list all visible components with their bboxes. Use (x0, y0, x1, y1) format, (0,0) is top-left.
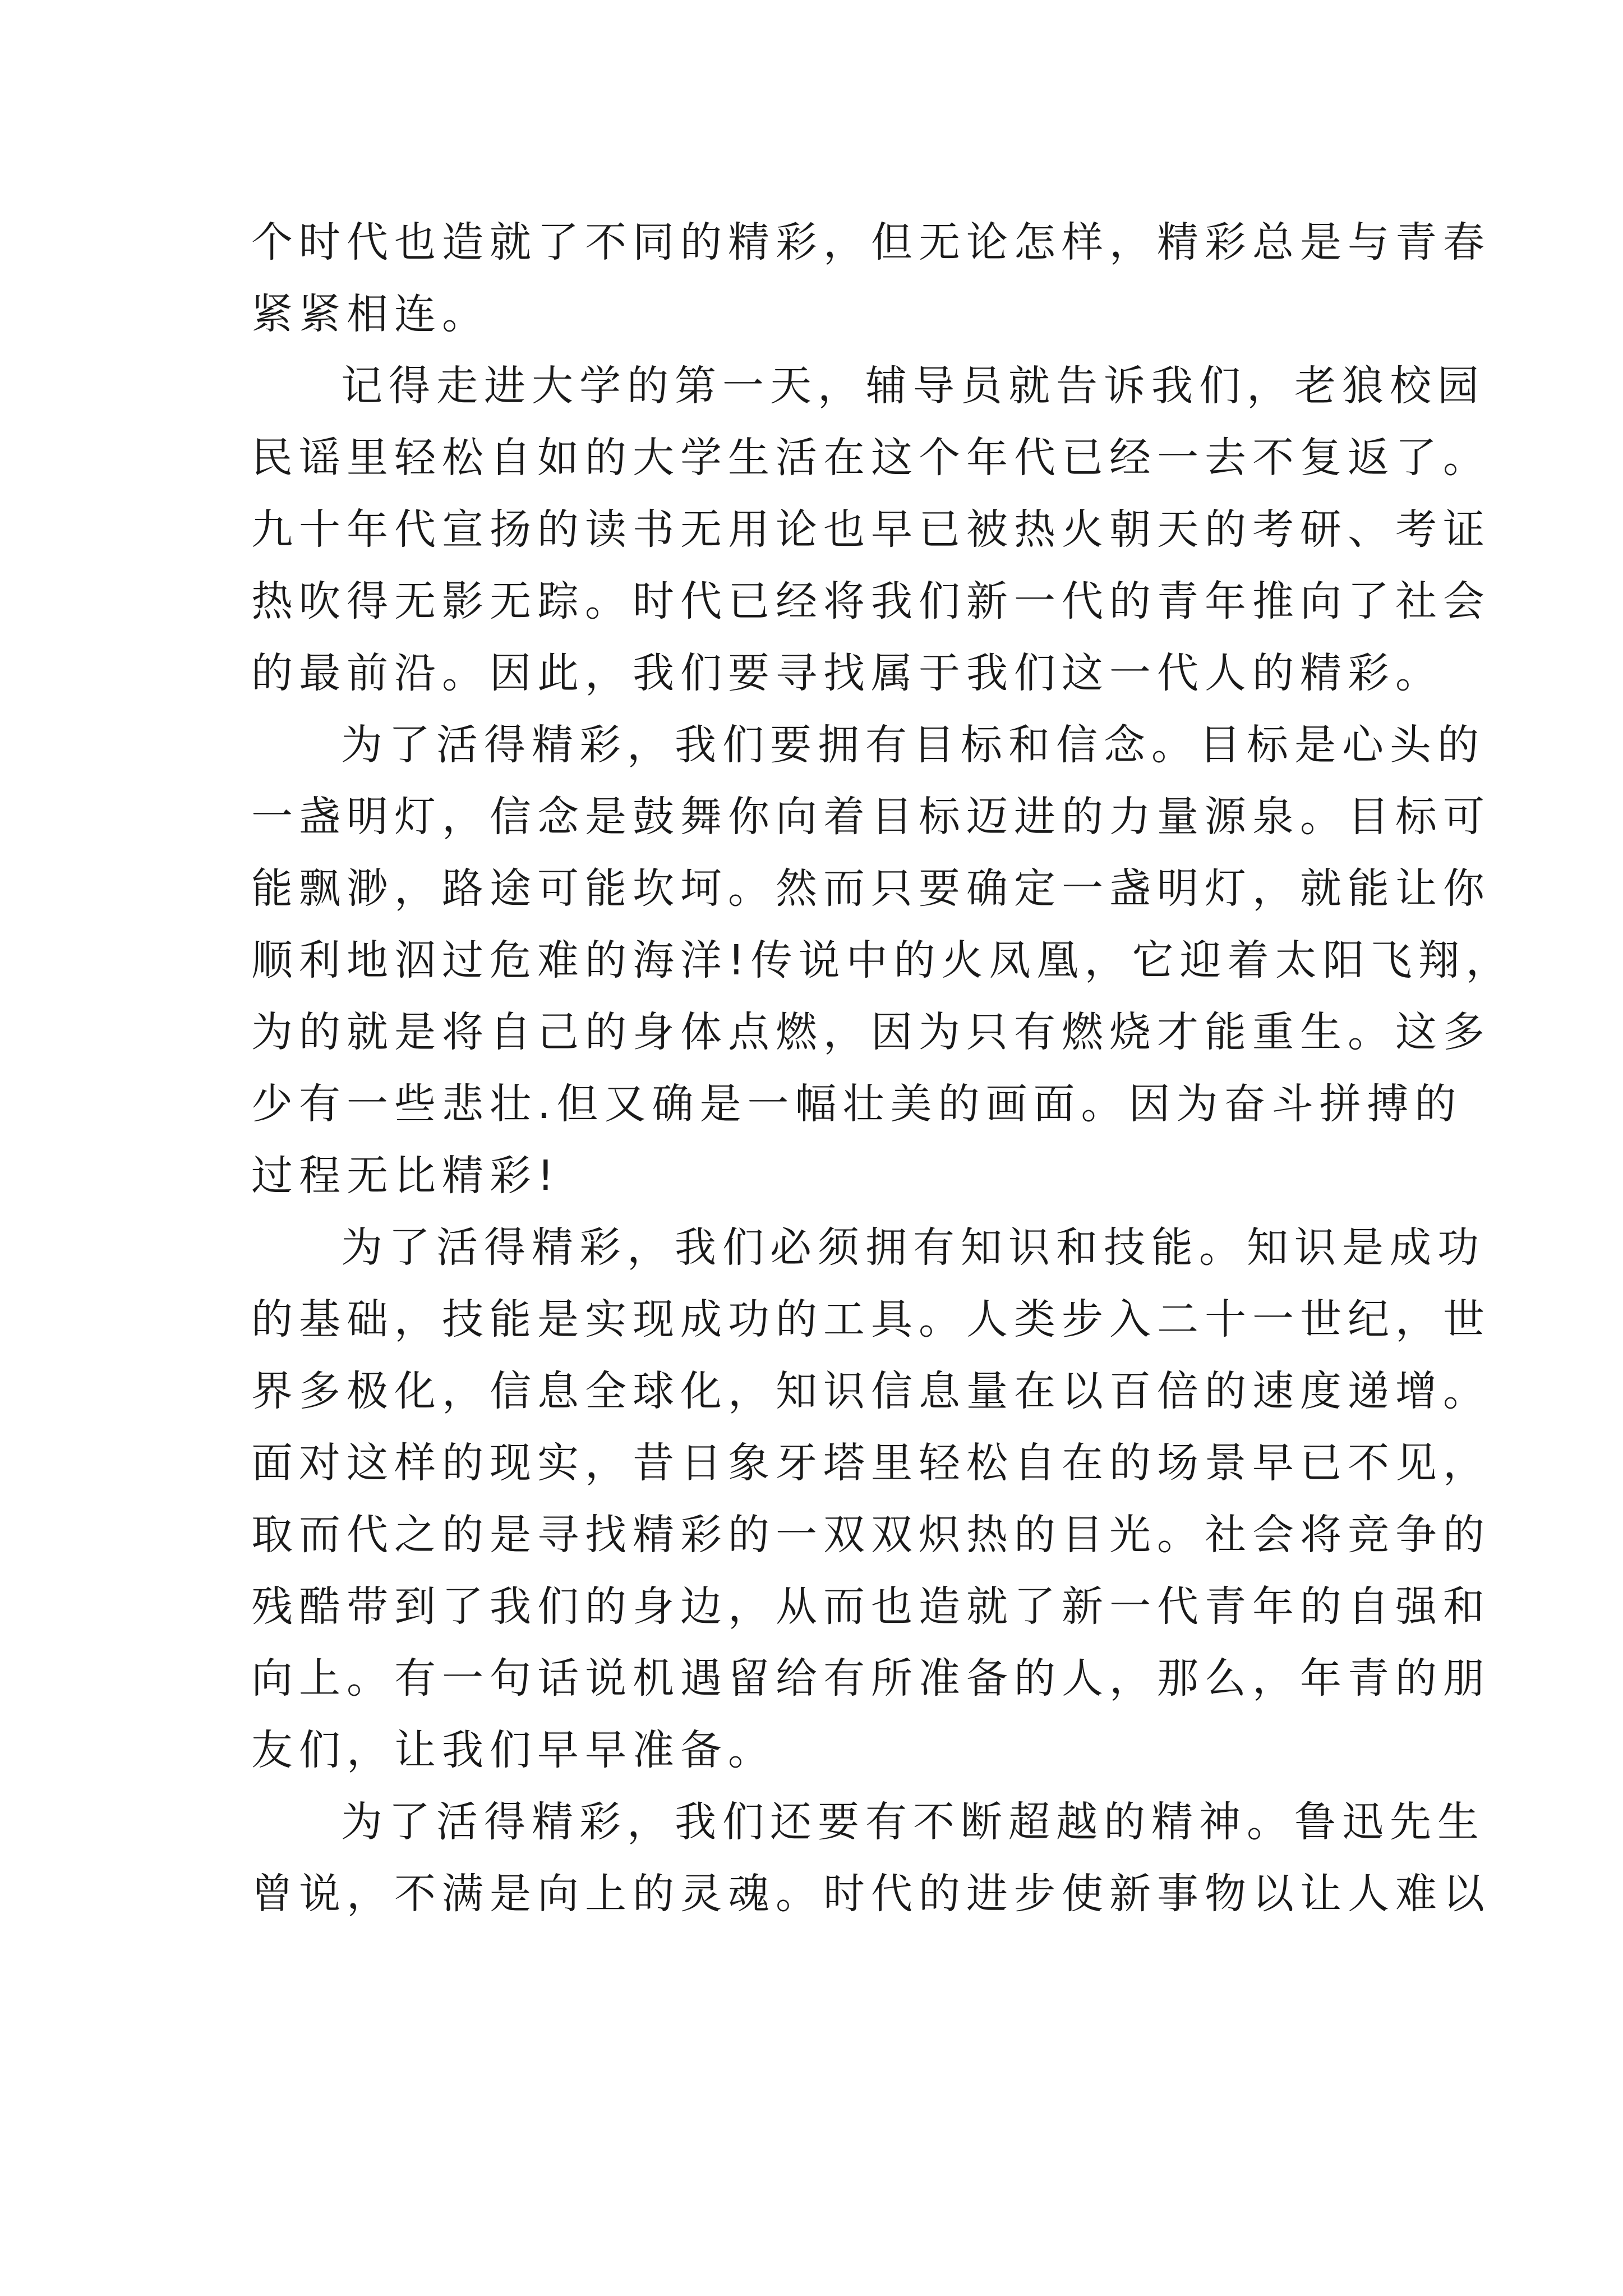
text-line: 过程无比精彩! (251, 1152, 560, 1200)
text-line: 顺利地泅过危难的海洋!传说中的火凤凰，它迎着太阳飞翔， (251, 936, 1514, 984)
text-line: 面对这样的现实，昔日象牙塔里轻松自在的场景早已不见， (251, 1439, 1491, 1487)
text-line: 的基础，技能是实现成功的工具。人类步入二十一世纪，世 (251, 1295, 1491, 1343)
paragraph-first-line: 记得走进大学的第一天，辅导员就告诉我们，老狼校园 (341, 362, 1485, 410)
paragraph-first-line: 为了活得精彩，我们还要有不断超越的精神。鲁迅先生 (341, 1798, 1485, 1846)
text-line: 能飘渺，路途可能坎坷。然而只要确定一盏明灯，就能让你 (251, 864, 1491, 913)
text-line: 民谣里轻松自如的大学生活在这个年代已经一去不复返了。 (251, 434, 1491, 482)
text-line: 曾说，不满是向上的灵魂。时代的进步使新事物以让人难以 (251, 1870, 1491, 1918)
text-line: 界多极化，信息全球化，知识信息量在以百倍的速度递增。 (251, 1367, 1491, 1415)
text-line: 向上。有一句话说机遇留给有所准备的人，那么，年青的朋 (251, 1654, 1491, 1703)
text-line: 九十年代宣扬的读书无用论也早已被热火朝天的考研、考证 (251, 505, 1491, 554)
text-line: 个时代也造就了不同的精彩，但无论怎样，精彩总是与青春 (251, 218, 1491, 266)
text-line: 取而代之的是寻找精彩的一双双炽热的目光。社会将竞争的 (251, 1511, 1491, 1559)
text-line: 紧紧相连。 (251, 290, 490, 338)
text-line: 残酷带到了我们的身边，从而也造就了新一代青年的自强和 (251, 1582, 1491, 1631)
text-line: 热吹得无影无踪。时代已经将我们新一代的青年推向了社会 (251, 577, 1491, 625)
text-line: 一盏明灯，信念是鼓舞你向着目标迈进的力量源泉。目标可 (251, 793, 1491, 841)
text-line: 为的就是将自己的身体点燃，因为只有燃烧才能重生。这多 (251, 1008, 1491, 1056)
text-line: 少有一些悲壮.但又确是一幅壮美的画面。因为奋斗拼搏的 (251, 1080, 1463, 1128)
text-line: 友们，让我们早早准备。 (251, 1726, 776, 1774)
paragraph-first-line: 为了活得精彩，我们要拥有目标和信念。目标是心头的 (341, 721, 1485, 769)
document-body (251, 206, 1514, 1930)
text-line: 的最前沿。因此，我们要寻找属于我们这一代人的精彩。 (251, 649, 1443, 697)
paragraph-first-line: 为了活得精彩，我们必须拥有知识和技能。知识是成功 (341, 1223, 1485, 1272)
